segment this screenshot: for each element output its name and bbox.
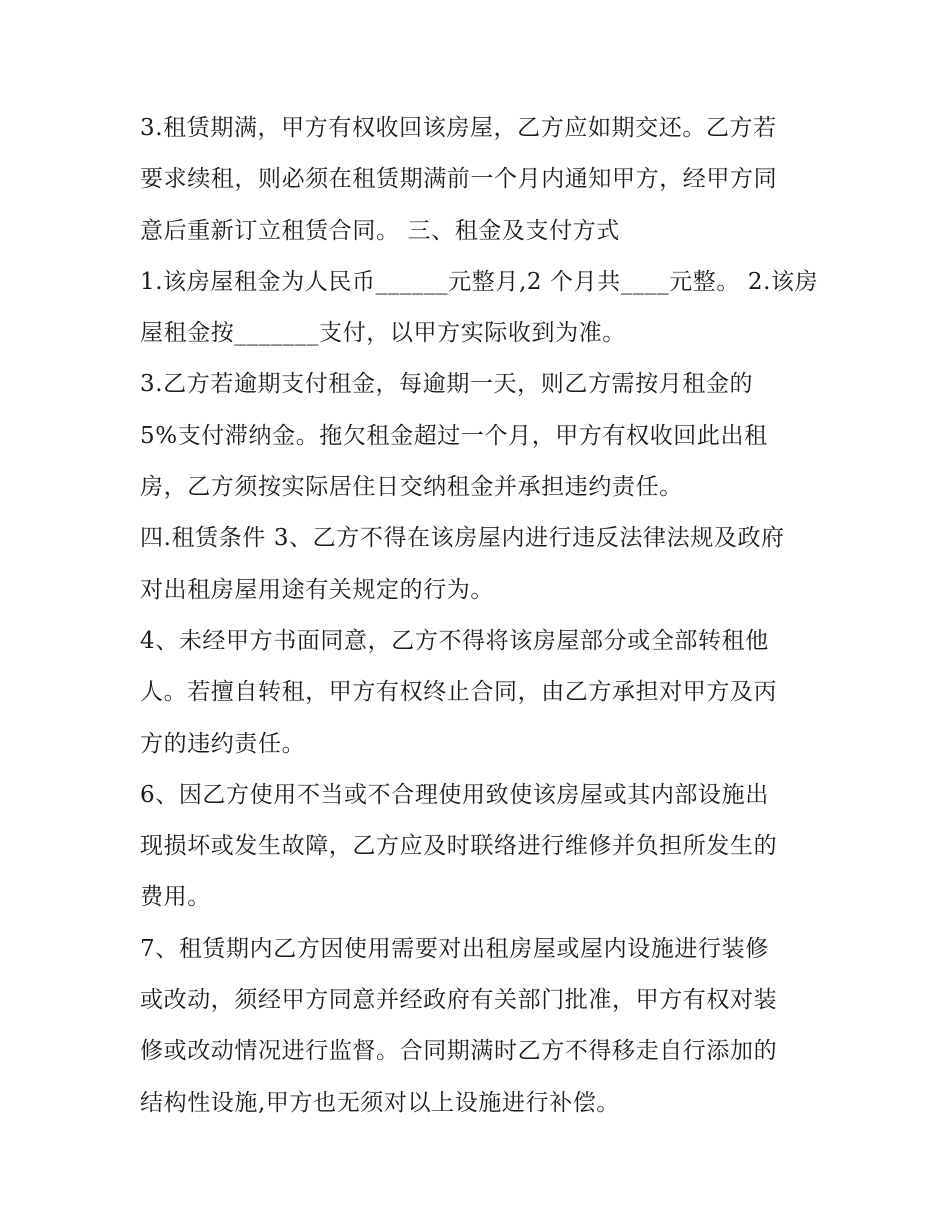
- text-line: 费用。: [140, 884, 211, 911]
- text-line: 现损坏或发生故障，乙方应及时联络进行维修并负担所发生的: [140, 833, 778, 860]
- text-line: 7、租赁期内乙方因使用需要对出租房屋或屋内设施进行装修: [140, 935, 769, 962]
- text-line: 四.租赁条件 3、乙方不得在该房屋内进行违反法律法规及政府: [140, 525, 785, 552]
- text-line: 3.租赁期满，甲方有权收回该房屋，乙方应如期交还。乙方若: [140, 115, 777, 141]
- text-line: 6、因乙方使用不当或不合理使用致使该房屋或其内部设施出: [140, 781, 769, 808]
- text-line: 修或改动情况进行监督。合同期满时乙方不得移走自行添加的: [140, 1038, 778, 1065]
- text-line: 或改动，须经甲方同意并经政府有关部门批准，甲方有权对装: [140, 987, 778, 1014]
- document-body: [140, 103, 820, 1129]
- text-line: 1.该房屋租金为人民币______元整月,2 个月共____元整。 2.该房: [140, 268, 819, 295]
- text-line: 房，乙方须按实际居住日交纳租金并承担违约责任。: [140, 474, 683, 501]
- text-line: 要求续租，则必须在租赁期满前一个月内通知甲方，经甲方同: [140, 166, 778, 193]
- text-line: 意后重新订立租赁合同。 三、租金及支付方式: [140, 217, 620, 244]
- text-line: 4、未经甲方书面同意，乙方不得将该房屋部分或全部转租他: [140, 627, 769, 654]
- text-line: 结构性设施,甲方也无须对以上设施进行补偿。: [140, 1089, 620, 1116]
- text-line: 对出租房屋用途有关规定的行为。: [140, 576, 494, 603]
- text-line: 人。若擅自转租，甲方有权终止合同，由乙方承担对甲方及丙: [140, 679, 778, 706]
- text-line: 方的违约责任。: [140, 730, 306, 757]
- text-line: 3.乙方若逾期支付租金，每逾期一天，则乙方需按月租金的: [140, 371, 754, 398]
- text-line: 5%支付滞纳金。拖欠租金超过一个月，甲方有权收回此出租: [140, 422, 768, 449]
- text-line: 屋租金按_______支付，以甲方实际收到为准。: [140, 320, 626, 347]
